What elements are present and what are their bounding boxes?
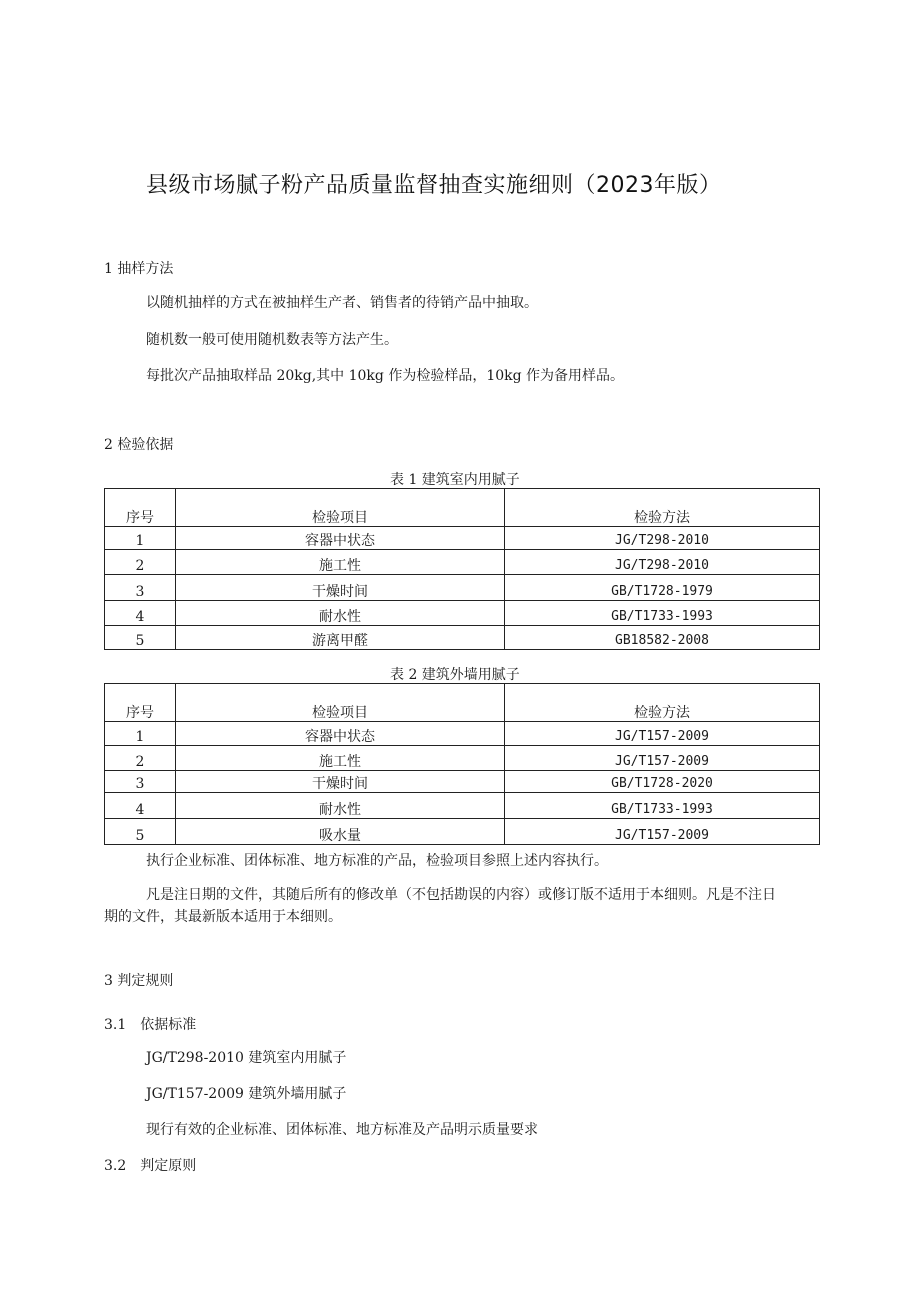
cell-method: JG/T298-2010 bbox=[505, 550, 820, 575]
cell-index: 3 bbox=[105, 575, 176, 601]
cell-method: JG/T298-2010 bbox=[505, 527, 820, 550]
table-row bbox=[105, 819, 820, 845]
section-2-heading: 2 检验依据 bbox=[104, 437, 174, 453]
header-cell: 检验方法 bbox=[505, 684, 820, 722]
cell-item: 干燥时间 bbox=[176, 575, 505, 601]
subsection-3-2-heading: 3.2 判定原则 bbox=[104, 1158, 197, 1174]
paragraph: 每批次产品抽取样品 20kg,其中 10kg 作为检验样品，10kg 作为备用样品。 bbox=[146, 368, 625, 384]
cell-item: 吸水量 bbox=[176, 819, 505, 845]
paragraph: 以随机抽样的方式在被抽样生产者、销售者的待销产品中抽取。 bbox=[146, 295, 538, 311]
header-cell: 序号 bbox=[105, 489, 176, 527]
table-row bbox=[105, 601, 820, 626]
cell-method: JG/T157-2009 bbox=[505, 722, 820, 746]
cell-method: JG/T157-2009 bbox=[505, 819, 820, 845]
cell-index: 2 bbox=[105, 746, 176, 771]
table-1-caption: 表 1 建筑室内用腻子 bbox=[390, 472, 520, 488]
standard-item: 现行有效的企业标准、团体标准、地方标准及产品明示质量要求 bbox=[146, 1122, 538, 1138]
cell-item: 容器中状态 bbox=[176, 527, 505, 550]
note-paragraph: 凡是注日期的文件，其随后所有的修改单（不包括勘误的内容）或修订版不适用于本细则。凡是不注日期的文件，其最新版本适用于本细则。 bbox=[104, 887, 776, 925]
cell-item: 容器中状态 bbox=[176, 722, 505, 746]
cell-method: GB/T1733-1993 bbox=[505, 793, 820, 819]
cell-index: 1 bbox=[105, 527, 176, 550]
header-cell: 序号 bbox=[105, 684, 176, 722]
cell-method: GB18582-2008 bbox=[505, 626, 820, 650]
cell-item: 干燥时间 bbox=[176, 771, 505, 793]
section-3-heading: 3 判定规则 bbox=[104, 973, 174, 989]
table-header-row bbox=[105, 489, 820, 527]
header-cell: 检验方法 bbox=[505, 489, 820, 527]
cell-index: 4 bbox=[105, 601, 176, 626]
cell-item: 耐水性 bbox=[176, 793, 505, 819]
page-title: 县级市场腻子粉产品质量监督抽查实施细则（2023年版） bbox=[146, 173, 722, 198]
cell-item: 游离甲醛 bbox=[176, 626, 505, 650]
table-1 bbox=[104, 488, 820, 650]
cell-method: GB/T1728-1979 bbox=[505, 575, 820, 601]
subsection-3-1-heading: 3.1 依据标准 bbox=[104, 1017, 197, 1033]
paragraph: 随机数一般可使用随机数表等方法产生。 bbox=[146, 332, 398, 348]
cell-index: 3 bbox=[105, 771, 176, 793]
table-row bbox=[105, 793, 820, 819]
note-paragraph: 执行企业标准、团体标准、地方标准的产品，检验项目参照上述内容执行。 bbox=[146, 853, 608, 869]
table-row bbox=[105, 550, 820, 575]
table-header-row bbox=[105, 684, 820, 722]
cell-item: 施工性 bbox=[176, 746, 505, 771]
cell-index: 5 bbox=[105, 819, 176, 845]
cell-method: JG/T157-2009 bbox=[505, 746, 820, 771]
table-row bbox=[105, 722, 820, 746]
header-cell: 检验项目 bbox=[176, 684, 505, 722]
table-2 bbox=[104, 683, 820, 845]
cell-item: 耐水性 bbox=[176, 601, 505, 626]
cell-item: 施工性 bbox=[176, 550, 505, 575]
header-cell: 检验项目 bbox=[176, 489, 505, 527]
cell-index: 4 bbox=[105, 793, 176, 819]
cell-method: GB/T1733-1993 bbox=[505, 601, 820, 626]
standard-item: JG/T157-2009 建筑外墙用腻子 bbox=[146, 1086, 347, 1102]
standard-item: JG/T298-2010 建筑室内用腻子 bbox=[146, 1050, 347, 1066]
cell-method: GB/T1728-2020 bbox=[505, 771, 820, 793]
table-row bbox=[105, 575, 820, 601]
table-row bbox=[105, 746, 820, 771]
table-2-caption: 表 2 建筑外墙用腻子 bbox=[390, 667, 520, 683]
cell-index: 2 bbox=[105, 550, 176, 575]
cell-index: 1 bbox=[105, 722, 176, 746]
cell-index: 5 bbox=[105, 626, 176, 650]
section-1-heading: 1 抽样方法 bbox=[104, 261, 174, 277]
table-row bbox=[105, 527, 820, 550]
table-row bbox=[105, 771, 820, 793]
table-row bbox=[105, 626, 820, 650]
